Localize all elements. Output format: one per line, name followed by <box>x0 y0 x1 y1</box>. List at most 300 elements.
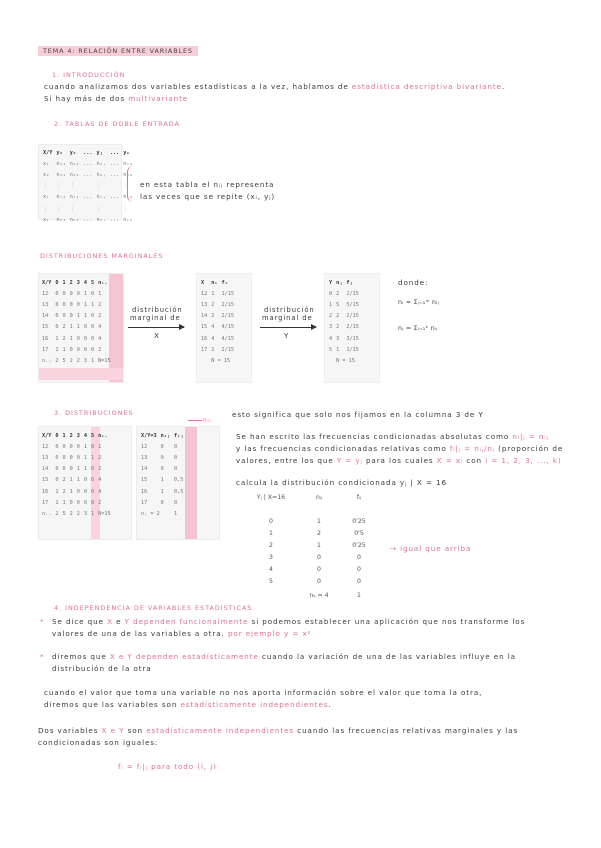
table-cell: ⋮ <box>56 183 62 190</box>
section-introduccion-heading: 1. INTRODUCCIÓN <box>52 71 126 79</box>
table-cell: 1 <box>69 324 73 331</box>
table-cell: 16 <box>42 488 49 495</box>
indep-bullet-1-a: Se dice que X e Y dependen funcionalmente si podemos establecer una aplicación que nos transforme los <box>52 617 526 626</box>
table-cell: 2 <box>62 488 66 495</box>
table-cell: n₁₁ <box>56 160 66 167</box>
table-header-cell: 5 <box>91 432 95 439</box>
table-cell: 0 <box>83 346 87 353</box>
table-header-row <box>199 277 236 288</box>
table-total-cell: 1 <box>174 510 178 517</box>
table-cell: 2 <box>98 346 102 353</box>
table-header-cell: nᵢ <box>211 279 218 286</box>
table-cell: 1 <box>336 346 340 353</box>
conditional-calc-table <box>256 494 376 604</box>
table-cell: 0 <box>91 477 95 484</box>
table-cell: nₖₘ <box>123 216 133 223</box>
table-cell: 1/15 <box>346 346 359 353</box>
table-cell: 2 <box>76 510 80 517</box>
table-cell: 2 <box>336 290 340 297</box>
table-cell <box>108 181 121 192</box>
table-cell: 0 <box>83 335 87 342</box>
table-cell: 2 <box>211 313 215 320</box>
table-total-cell: nⱼ = 2 <box>141 510 160 517</box>
table-cell: 0 <box>55 324 59 331</box>
table-cell: 0 <box>69 346 73 353</box>
table-cell: 1/15 <box>221 290 234 297</box>
table-cell: 1 <box>160 488 164 495</box>
table-cell: 0 <box>160 454 164 461</box>
table-cell: 0 <box>69 499 73 506</box>
arrow-right-icon <box>128 327 184 328</box>
table-cell: 0 <box>69 443 73 450</box>
table-cell: n₂₁ <box>56 171 66 178</box>
table-cell: 1 <box>76 466 80 473</box>
table-row <box>327 288 361 299</box>
table-cell: nₖ₁ <box>56 216 66 223</box>
table-cell: 0 <box>55 313 59 320</box>
table-header-cell: 0 <box>55 432 59 439</box>
table-cell: 1 <box>91 454 95 461</box>
table-cell: 16 <box>42 335 49 342</box>
table-cell: 0 <box>76 301 80 308</box>
table-cell: 13 <box>42 301 49 308</box>
table-cell: 5/15 <box>346 301 359 308</box>
table-cell: 1 <box>91 357 95 364</box>
table-cell: 0 <box>69 466 73 473</box>
table-row <box>40 452 113 463</box>
table-header-row <box>40 430 113 441</box>
table-cell: 3 <box>329 324 333 331</box>
table-row <box>40 299 113 310</box>
table-total-row <box>199 355 236 366</box>
table-header-cell: 3 <box>76 279 80 286</box>
table-cell: 0 <box>69 301 73 308</box>
table-cell: 4/15 <box>221 335 234 342</box>
table-cell: 2/15 <box>221 301 234 308</box>
table-cell: n.ⱼ <box>42 357 52 364</box>
indep-bullet-2-b: distribución de la otra <box>52 664 152 673</box>
table-header-cell: nᵢ. <box>98 432 108 439</box>
table-cell: N=15 <box>98 357 111 364</box>
table-cell: ⋮ <box>56 205 62 212</box>
table-cell: 17 <box>42 499 49 506</box>
table-cell <box>81 203 94 214</box>
table-cell: ... <box>83 171 93 178</box>
table-header-row <box>327 277 361 288</box>
table-cell: ... <box>83 160 93 167</box>
table-cell: 2/15 <box>221 346 234 353</box>
page-title: TEMA 4: RELACIÓN ENTRE VARIABLES <box>38 46 198 56</box>
table-cell: N=15 <box>98 510 111 517</box>
table-row <box>40 497 113 508</box>
calc-cell: 2 <box>317 530 321 537</box>
arrow2-var: Y <box>284 331 290 340</box>
table-cell: 14 <box>42 466 49 473</box>
conditional-side-table <box>139 430 185 520</box>
table-row <box>327 344 361 355</box>
table-cell: 2 <box>55 510 59 517</box>
table-cell <box>108 203 121 214</box>
table-cell: 0 <box>55 443 59 450</box>
table-cell: ⋮ <box>69 205 75 212</box>
marginal-y-table-panel <box>324 273 380 383</box>
table-cell: 0 <box>91 290 95 297</box>
table-header-cell: 1 <box>62 432 66 439</box>
table-cell: ⋮ <box>69 183 75 190</box>
arrow2-label-2: marginal de <box>262 314 313 322</box>
table-cell: 3 <box>83 357 87 364</box>
table-cell: 1 <box>62 499 66 506</box>
table-header-cell: nᵢⱼ <box>160 432 170 439</box>
table-cell: 0 <box>174 499 178 506</box>
table-cell: 0,5 <box>174 488 184 495</box>
table-cell: 5 <box>336 301 340 308</box>
brace-mark <box>127 166 133 202</box>
table-cell: 2 <box>211 301 215 308</box>
table-cell: 12 <box>42 290 49 297</box>
table-cell: ⋮ <box>123 205 129 212</box>
table-header-cell: Y <box>329 279 333 286</box>
table-cell: 2 <box>98 499 102 506</box>
table-header-cell: 5 <box>91 279 95 286</box>
conditional-main-table <box>40 430 113 520</box>
table-cell: 17 <box>201 346 208 353</box>
cond-text-3: y las frecuencias condicionadas relativas como fᵢ|ⱼ = nᵢⱼ/nⱼ (proporción de <box>236 444 564 453</box>
table-cell: ⋮ <box>123 183 129 190</box>
table-cell: nₖⱼ <box>96 216 106 223</box>
table-cell: 12 <box>201 290 208 297</box>
calc-cell: 1 <box>269 530 273 537</box>
table-cell: 0 <box>76 335 80 342</box>
table-cell: 17 <box>141 499 148 506</box>
table-cell: ⋮ <box>43 205 49 212</box>
table-row <box>40 508 113 519</box>
table-header-cell: 2 <box>69 279 73 286</box>
table-cell: 0 <box>69 454 73 461</box>
table-cell: 1 <box>55 346 59 353</box>
table-cell: x₁ <box>43 160 50 167</box>
marginal-main-table <box>40 277 113 367</box>
table-cell: 2/15 <box>221 313 234 320</box>
table-header-cell: 2 <box>69 432 73 439</box>
table-row <box>139 497 185 508</box>
double-entry-table <box>41 147 135 225</box>
table-row <box>40 355 113 366</box>
table-cell: 0 <box>76 290 80 297</box>
table-cell: 2 <box>69 510 73 517</box>
table-header-cell: ... <box>83 149 93 156</box>
table-row <box>327 311 361 322</box>
table-cell: 0 <box>160 443 164 450</box>
arrow-right-icon-2 <box>260 327 316 328</box>
table-cell: ... <box>109 171 120 178</box>
table-cell: 4 <box>98 488 102 495</box>
table-cell: 2 <box>211 346 215 353</box>
table-cell: 1 <box>83 290 87 297</box>
calc-cell: 0 <box>317 554 321 561</box>
double-entry-table-panel <box>38 144 133 223</box>
table-cell: 1 <box>62 346 66 353</box>
arrow1-label-2: marginal de <box>130 314 181 322</box>
table-cell: 0 <box>76 488 80 495</box>
intro-line-1: cuando analizamos dos variables estadísticas a la vez, hablamos de estadística descriptiva bivariante. <box>44 82 506 91</box>
table-cell: 0 <box>55 466 59 473</box>
table-cell: 2 <box>98 313 102 320</box>
table-cell: 1 <box>98 290 102 297</box>
table-row <box>139 452 185 463</box>
table-cell: 3 <box>83 510 87 517</box>
table-row <box>40 486 113 497</box>
table-cell: nᵢ₂ <box>69 194 80 201</box>
table-cell: 1 <box>83 443 87 450</box>
table-cell: 15 <box>201 324 208 331</box>
table-cell: xₖ <box>43 216 50 223</box>
table-header-cell: nⱼ <box>336 279 343 286</box>
table-cell: 2 <box>62 477 66 484</box>
table-row <box>327 299 361 310</box>
table-cell: n₂ₘ <box>123 171 133 178</box>
table-cell: 14 <box>141 466 148 473</box>
table-cell: 1 <box>69 488 73 495</box>
intro-line-2: Si hay más de dos multivariante <box>44 94 189 103</box>
table-row <box>40 322 113 333</box>
calc-cell: 0 <box>357 578 361 585</box>
table-total-cell: N = 15 <box>336 357 355 364</box>
table-cell: 0 <box>91 346 95 353</box>
table-header-cell: y₂ <box>69 149 76 156</box>
table-cell: 0 <box>76 443 80 450</box>
table-cell: 1 <box>160 477 164 484</box>
table-cell: ⋮ <box>43 183 49 190</box>
table-cell: 0 <box>55 290 59 297</box>
table-row <box>40 311 113 322</box>
table-cell: 2/15 <box>346 313 359 320</box>
section-tablas-heading: 2. TABLAS DE DOBLE ENTRADA <box>54 120 180 128</box>
table-cell: 0,5 <box>174 477 184 484</box>
table-cell: 5 <box>62 510 66 517</box>
formula-ni: nᵢ = Σⱼ₌₁ᵐ nᵢⱼ <box>398 299 440 306</box>
table-cell: 5 <box>62 357 66 364</box>
table-header-cell: X <box>201 279 205 286</box>
table-header-cell: 1 <box>62 279 66 286</box>
side-column-highlight <box>185 427 197 539</box>
formula-nj: nⱼ = Σᵢ₌₁ᵏ nᵢⱼ <box>398 325 438 332</box>
table-row <box>139 486 185 497</box>
table-cell: ... <box>109 194 120 201</box>
bullet-1-icon: * <box>40 617 45 626</box>
table-header-cell: fⱼ <box>346 279 353 286</box>
cond-text-4: valores, entre los que Y = yⱼ para los cuales X = xᵢ con i = 1, 2, 3, ..., k) <box>236 456 562 465</box>
calc-header-cell: Yⱼ | X=16 <box>256 494 286 501</box>
calc-cell: 2 <box>269 542 273 549</box>
table-cell: x₂ <box>43 171 50 178</box>
table-cell: 12 <box>141 443 148 450</box>
table-row <box>40 464 113 475</box>
table-cell: 0 <box>55 477 59 484</box>
table-cell: 0 <box>83 324 87 331</box>
calc-cell: 1 <box>317 542 321 549</box>
table-cell: ⋮ <box>96 205 102 212</box>
table-cell: 4/15 <box>221 324 234 331</box>
table-cell: 2 <box>329 313 333 320</box>
table-cell: ⋮ <box>96 183 102 190</box>
table-header-cell: yⱼ <box>96 149 103 156</box>
table-cell: 2 <box>62 335 66 342</box>
table-cell: 1 <box>76 313 80 320</box>
cond-calc-title: calcula la distribución condicionada yⱼ | X = 16 <box>236 478 447 487</box>
conditional-side-table-panel <box>136 426 220 540</box>
nij-mark: nᵢⱼ <box>203 417 212 424</box>
table-row <box>41 181 135 192</box>
table-cell: 2 <box>69 357 73 364</box>
arrow1-label-1: distribución <box>132 306 183 314</box>
table-total-cell: N = 15 <box>211 357 230 364</box>
table-cell: 12 <box>42 443 49 450</box>
table-cell: 0 <box>91 499 95 506</box>
table-header-row <box>40 277 113 288</box>
table-cell: 0 <box>62 443 66 450</box>
table-cell: 4 <box>211 335 215 342</box>
calc-cell: 3 <box>269 554 273 561</box>
table-cell: 0 <box>76 346 80 353</box>
table-cell: 2 <box>62 324 66 331</box>
table-cell: 15 <box>42 324 49 331</box>
table-cell: 4 <box>98 335 102 342</box>
table-row <box>327 322 361 333</box>
table-header-cell: 4 <box>83 279 87 286</box>
calc-header-cell: fᵢⱼ <box>356 494 362 501</box>
table-header-cell: X/Y <box>43 149 53 156</box>
table-cell: n₁ₘ <box>123 160 133 167</box>
table-cell: 15 <box>141 477 148 484</box>
table-cell: ... <box>83 194 93 201</box>
table-cell: n₂₂ <box>69 171 80 178</box>
table-header-cell: y₁ <box>56 149 63 156</box>
table-row <box>327 333 361 344</box>
table-header-cell: X/Y <box>42 432 52 439</box>
marginal-main-table-panel <box>38 273 124 383</box>
table-note-1: en esta tabla el nᵢⱼ representa <box>140 180 275 189</box>
calc-total-value: 1 <box>357 592 361 599</box>
table-cell: 1 <box>83 313 87 320</box>
calc-cell: 0 <box>317 578 321 585</box>
section-independencia-heading: 4. INDEPENDENCIA DE VARIABLES ESTADÍSTICAS <box>54 604 253 612</box>
calc-cell: 0'25 <box>352 542 366 549</box>
calc-total-label: nᵢⱼ = 4 <box>309 592 329 599</box>
table-cell: 1 <box>211 290 215 297</box>
table-cell: 0 <box>174 443 178 450</box>
table-cell: n.ⱼ <box>42 510 52 517</box>
table-header-cell: X/Y <box>42 279 52 286</box>
calc-cell: 0'25 <box>352 518 366 525</box>
table-cell: 1 <box>98 443 102 450</box>
table-header-cell: 0 <box>55 279 59 286</box>
table-cell: 1 <box>91 510 95 517</box>
table-cell: 0 <box>55 454 59 461</box>
table-header-cell: fᵢ <box>221 279 228 286</box>
table-cell: 15 <box>42 477 49 484</box>
table-cell: 17 <box>42 346 49 353</box>
table-cell: ... <box>109 216 120 223</box>
table-header-cell: 4 <box>83 432 87 439</box>
table-row <box>40 288 113 299</box>
table-cell: 13 <box>42 454 49 461</box>
table-total-cell <box>327 355 334 366</box>
table-cell: 14 <box>42 313 49 320</box>
table-cell: 13 <box>141 454 148 461</box>
table-cell: n₁₂ <box>69 160 80 167</box>
table-cell: 0 <box>160 466 164 473</box>
table-row <box>199 322 236 333</box>
table-row <box>40 441 113 452</box>
table-header-row <box>41 147 135 158</box>
calc-cell: 0 <box>357 566 361 573</box>
table-cell: 0 <box>76 454 80 461</box>
table-row <box>199 333 236 344</box>
indep-para-4: condicionadas son iguales: <box>38 738 159 747</box>
table-cell: 2 <box>336 324 340 331</box>
table-cell: 2 <box>98 301 102 308</box>
table-total-row <box>327 355 361 366</box>
table-cell: nᵢₘ <box>123 194 133 201</box>
table-row <box>41 214 135 225</box>
table-row <box>40 475 113 486</box>
table-total-row <box>139 508 185 519</box>
table-cell: 1 <box>329 301 333 308</box>
table-cell: 1 <box>83 301 87 308</box>
table-header-cell: nᵢ. <box>98 279 108 286</box>
calc-cell: 0 <box>317 566 321 573</box>
table-cell: 1 <box>55 499 59 506</box>
table-cell: 4 <box>329 335 333 342</box>
table-cell: 1 <box>83 466 87 473</box>
table-cell: 1 <box>76 324 80 331</box>
table-cell: 0 <box>329 290 333 297</box>
indep-para-2: diremos que las variables son estadísticamente independientes. <box>44 700 332 709</box>
donde-label: donde: <box>398 278 429 287</box>
table-cell: nₖ₂ <box>69 216 80 223</box>
table-row <box>199 311 236 322</box>
table-row <box>40 333 113 344</box>
table-row <box>41 192 135 203</box>
table-cell: 3/15 <box>346 335 359 342</box>
calc-cell: 1 <box>317 518 321 525</box>
table-cell: 2 <box>336 313 340 320</box>
table-cell: 4 <box>211 324 215 331</box>
table-cell: ... <box>109 160 120 167</box>
marginal-x-table <box>199 277 236 367</box>
table-row <box>139 475 185 486</box>
table-cell <box>81 181 94 192</box>
calc-cell: 5 <box>269 578 273 585</box>
table-cell: 1 <box>76 477 80 484</box>
table-cell: 0 <box>69 313 73 320</box>
table-cell: 16 <box>141 488 148 495</box>
table-cell: 0 <box>91 324 95 331</box>
table-cell: 0 <box>62 313 66 320</box>
bullet-2-icon: * <box>40 652 45 661</box>
table-cell: 14 <box>201 313 208 320</box>
table-header-cell: X/Y=3 <box>141 432 157 439</box>
calc-cell: 0'5 <box>354 530 364 537</box>
table-cell: 4 <box>98 324 102 331</box>
table-cell: 0 <box>76 499 80 506</box>
calc-cell: 0 <box>269 518 273 525</box>
table-cell: 0 <box>91 488 95 495</box>
table-cell: 0 <box>174 454 178 461</box>
table-cell: 1 <box>69 335 73 342</box>
table-header-cell: ... <box>109 149 120 156</box>
